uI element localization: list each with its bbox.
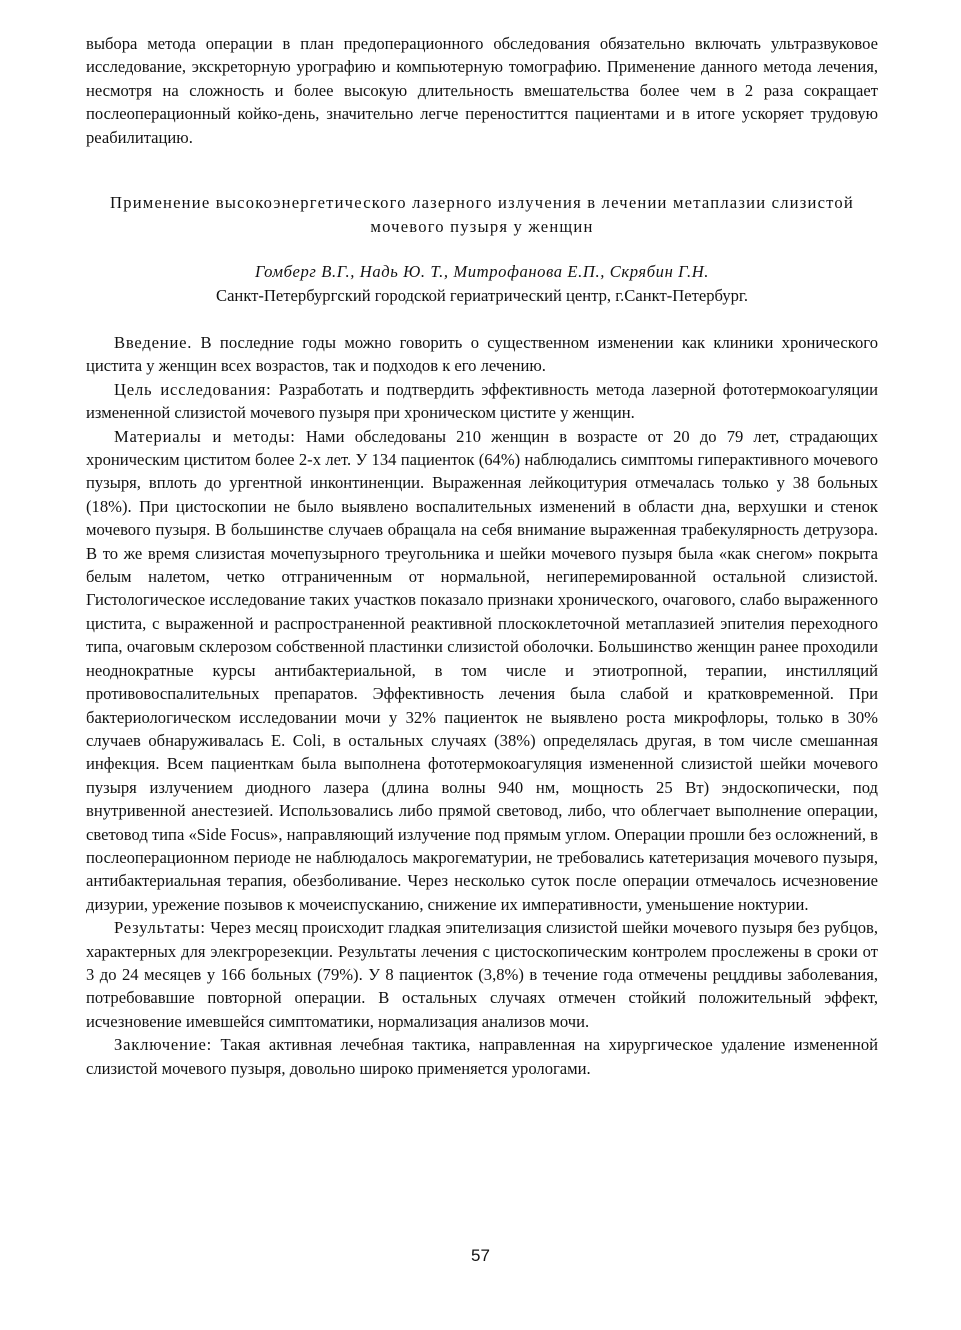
section-label: Результаты: — [114, 918, 206, 938]
section-text: Нами обследованы 210 женщин в возрасте от 20 до 79 лет, страдающих хроническим циститом более 2-х лет. У 134 пациенток (64%) наблюдались симптомы гиперактивного мочевого пузыря, вплоть до ургентной инконтиненции. Выраженная лейкоцитурия отмечалась только у 38 больных (18%). При цистоскопии не было выявлено воспалительных изменений в области дна, верхушки и стенок мочевого пузыря. В большинстве случаев обращала на себя внимание выраженная трабекулярность детрузора. В то же время слизистая мочепузырного треугольника и шейки мочевого пузыря была «как снегом» покрыта белым налетом, четко отграниченным от нормальной, негиперемированной остальной слизистой. Гистологическое исследование таких участков показало признаки хронического, очагового, слабо выраженного цистита, с выраженной и распространенной реактивной плоскоклеточной метаплазией эпителия переходного типа, очаговым склерозом собственной пластинки слизистой оболочки. Большинство женщин ранее проходили неоднократные курсы антибактериальной, в том числе и этиотропной, терапии, инстилляций противовоспалительных препаратов. Эффективность лечения была слабой и кратковременной. При бактериологическом исследовании мочи у 32% пациенток не выявлено роста микрофлоры, только в 30% случаев обнаруживалась E. Coli, в остальных случаях (38%) определялась другая, в том числе смешанная инфекция. Всем пациенткам была выполнена фототермокоагуляция измененной слизистой шейки мочевого пузыря излучением диодного лазера (длина волны 940 нм, мощность 25 Вт) эндоскопически, под внутривенной анестезией. Использовались либо прямой световод, либо, что облегчает выполнение операции, световод типа «Side Focus», направляющий излучение под прямым углом. Операции прошли без осложнений, в послеоперационном периоде не наблюдалось макрогематурии, не требовались катетеризация мочевого пузыря, антибактериальная терапия, обезболивание. Через несколько суток после операции отмечалось исчезновение дизурии, урежение позывов к мочеиспусканию, снижение их императивности, уменьшение ноктурии. — [86, 426, 878, 914]
article-body — [86, 331, 878, 1080]
paragraph-introduction — [86, 331, 878, 378]
section-text: Разработать и подтвердить эффективность метода лазерной фототермокоагуляции измененной слизистой мочевого пузыря при хроническом цистите у женщин. — [86, 379, 878, 423]
article-authors: Гомберг В.Г., Надь Ю. Т., Митрофанова Е.П., Скрябин Г.Н. — [254, 262, 710, 281]
paragraph-conclusion — [86, 1033, 878, 1080]
section-text: Через месяц происходит гладкая эпителизация слизистой шейки мочевого пузыря без рубцов, характерных для элекгрорезекции. Результаты лечения с цистоскопическим контролем прослежены в сроки от 3 до 24 месяцев у 166 больных (79%). У 8 пациенток (3,8%) в течение года отмечены рецддивы заболевания, потребовавшие повторной операции. В остальных случаях отмечен стойкий положительный эффект, исчезновение имевшейся симптоматики, нормализация анализов мочи. — [86, 918, 878, 1031]
section-label: Заключение: — [114, 1035, 213, 1055]
article-title: Применение высокоэнергетического лазерного излучения в лечении метаплазии слизистой мочевого пузыря у женщин — [110, 193, 854, 236]
section-label: Цель исследования: — [114, 379, 272, 399]
section-text: Такая активная лечебная тактика, направленная на хирургическое удаление измененной слизистой мочевого пузыря, довольно широко применяется урологами. — [86, 1035, 878, 1078]
section-label: Введение. — [114, 333, 193, 352]
section-text: В последние годы можно говорить о существенном изменении как клиники хронического цистита у женщин всех возрастов, так и подходов к его лечению. — [86, 333, 878, 376]
section-label: Материалы и методы: — [114, 426, 296, 446]
intro-paragraph: выбора метода операции в план предоперационного обследования обязательно включать ультразвуковое исследование, экскреторную урографию и компьютерную томографию. Применение данного метода лечения, несмотря на сложность и более высокую длительность вмешательства более чем в 2 раза сокращает послеоперационный койко-день, значительно легче переноститтся пациентами и в итоге ускоряет трудовую реабилитацию. — [86, 34, 878, 147]
paragraph-methods — [86, 425, 878, 917]
paragraph-results — [86, 916, 878, 1033]
paragraph-aim — [86, 378, 878, 425]
page-number: 57 — [471, 1246, 490, 1265]
article-affiliation: Санкт-Петербургский городской гериатрический центр, г.Санкт-Петербург. — [216, 286, 748, 305]
